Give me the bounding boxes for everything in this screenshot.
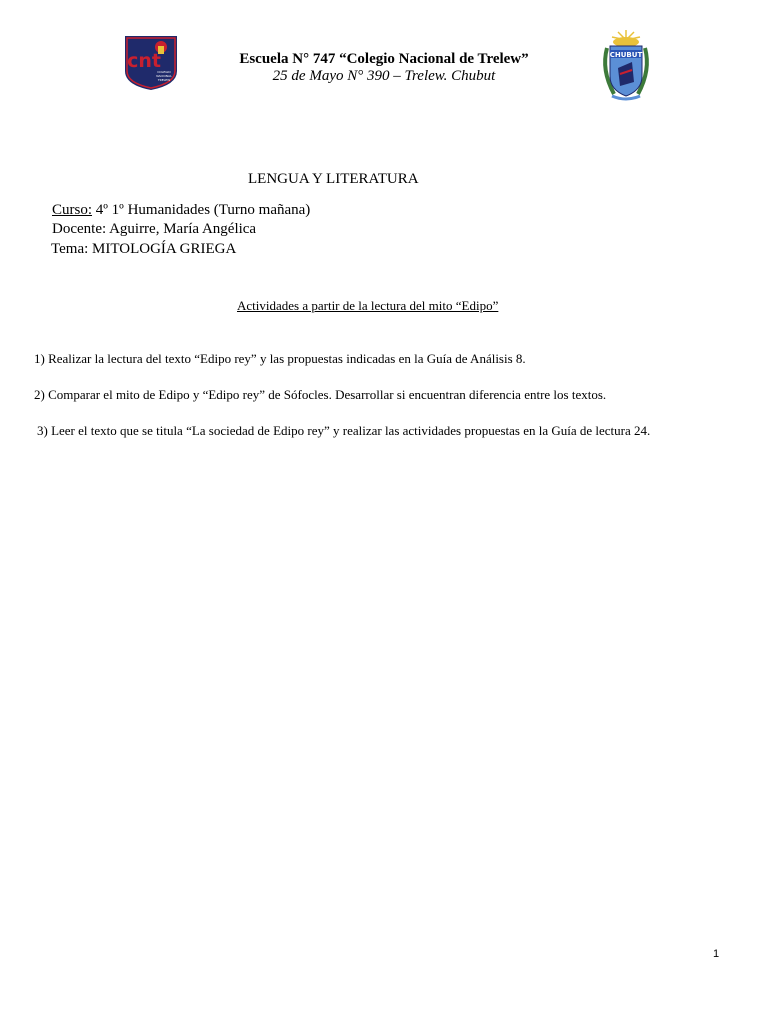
curso-line: [52, 202, 310, 219]
activity-item: 3) Leer el texto que se titula “La sociedad de Edipo rey” y realizar las actividades propuestas en la Guía de lectura 24.: [37, 423, 651, 438]
docente-line: Docente: Aguirre, María Angélica: [52, 221, 257, 237]
activity-item: 1) Realizar la lectura del texto “Edipo rey” y las propuestas indicadas en la Guía de Análisis 8.: [34, 351, 526, 366]
subject-title: LENGUA Y LITERATURA: [248, 171, 419, 187]
svg-text:NACIONAL: NACIONAL: [156, 74, 172, 78]
school-name: Escuela N° 747 “Colegio Nacional de Trelew”: [239, 51, 529, 67]
svg-text:cnt: cnt: [127, 50, 161, 72]
tema-line: Tema: MITOLOGÍA GRIEGA: [51, 241, 237, 257]
school-address: 25 de Mayo N° 390 – Trelew. Chubut: [272, 68, 496, 84]
svg-text:CHUBUT: CHUBUT: [609, 51, 643, 59]
curso-value: 4º 1º Humanidades (Turno mañana): [92, 202, 311, 218]
svg-text:TRELEW: TRELEW: [157, 78, 171, 82]
chubut-coat-of-arms-logo: [598, 28, 654, 102]
activities-title: Actividades a partir de la lectura del mito “Edipo”: [237, 298, 499, 313]
page-number: 1: [713, 948, 720, 960]
svg-text:COLEGIO: COLEGIO: [157, 70, 171, 74]
coat-of-arms-icon: [598, 28, 654, 102]
curso-label: Curso:: [52, 202, 93, 218]
activity-item: 2) Comparar el mito de Edipo y “Edipo rey” de Sófocles. Desarrollar si encuentran diferencia entre los textos.: [34, 387, 607, 402]
